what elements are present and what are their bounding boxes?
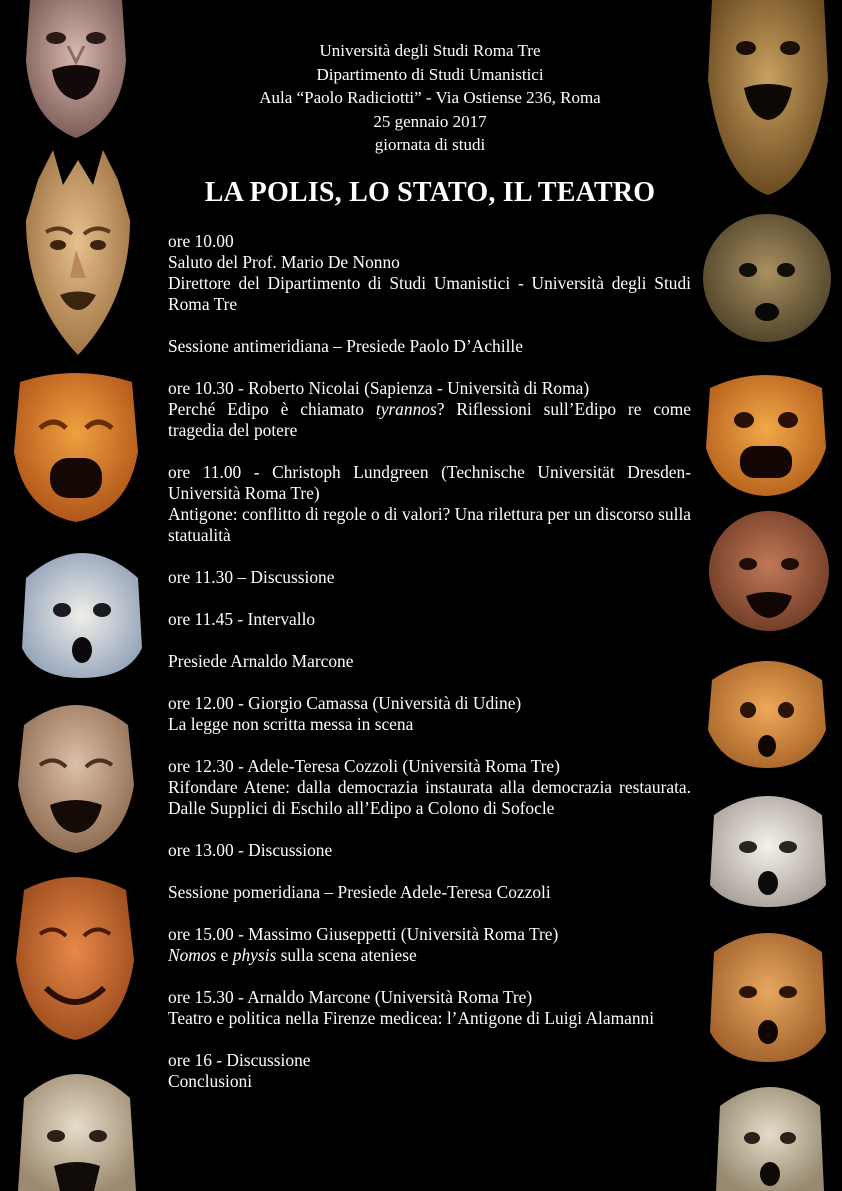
comic-mask-icon bbox=[22, 0, 130, 140]
tragic-mask-icon bbox=[706, 650, 828, 770]
talk-title-part: sulla scena ateniese bbox=[276, 945, 417, 965]
talk-title bbox=[168, 945, 691, 966]
event-title: LA POLIS, LO STATO, IL TEATRO bbox=[204, 177, 656, 208]
tragic-mask-icon bbox=[706, 922, 830, 1062]
program-item bbox=[168, 693, 691, 735]
comic-mask-icon bbox=[702, 368, 830, 498]
tragic-mask-icon bbox=[18, 538, 146, 680]
program-speaker: ore 15.00 - Massimo Giuseppetti (Università Roma Tre) bbox=[168, 924, 559, 944]
session-heading bbox=[168, 336, 691, 357]
program-item bbox=[168, 756, 691, 819]
tragic-mask-icon bbox=[704, 0, 832, 195]
session-heading bbox=[168, 651, 691, 672]
talk-title: Teatro e politica nella Firenze medicea: l’Antigone di Luigi Alamanni bbox=[168, 1008, 655, 1028]
program-speaker: ore 11.00 - Christoph Lundgreen (Technische Universität Dresden-Università Roma Tre) bbox=[168, 462, 691, 503]
program-item bbox=[168, 840, 691, 861]
program-speaker: Saluto del Prof. Mario De Nonno bbox=[168, 252, 400, 272]
program-affiliation: Direttore del Dipartimento di Studi Umanistici - Università degli Studi Roma Tre bbox=[168, 273, 691, 314]
talk-title-part: ? Riflessioni sull’Edipo re come tragedia del potere bbox=[168, 399, 691, 440]
comic-mask-icon bbox=[10, 372, 142, 524]
talk-title-part: Perché Edipo è chiamato bbox=[168, 399, 376, 419]
program-item bbox=[168, 924, 691, 966]
tragic-mask-icon bbox=[708, 785, 828, 907]
tragic-mask-icon bbox=[702, 208, 832, 348]
program-break: ore 13.00 - Discussione bbox=[168, 840, 333, 860]
program-speaker: ore 12.00 - Giorgio Camassa (Università di Udine) bbox=[168, 693, 522, 713]
event-date: 25 gennaio 2017 bbox=[373, 111, 487, 131]
event-type: giornata di studi bbox=[374, 135, 486, 154]
program-break: ore 11.45 - Intervallo bbox=[168, 609, 316, 629]
comic-mask-icon bbox=[708, 508, 830, 634]
program-speaker: ore 10.30 - Roberto Nicolai (Sapienza - Università di Roma) bbox=[168, 378, 590, 398]
satyr-mask-icon bbox=[18, 150, 138, 355]
talk-title: Antigone: conflitto di regole o di valori? Una rilettura per un discorso sulla statualità bbox=[168, 504, 691, 545]
program-speaker: ore 12.30 - Adele-Teresa Cozzoli (Università Roma Tre) bbox=[168, 756, 560, 776]
program-speaker: ore 15.30 - Arnaldo Marcone (Università Roma Tre) bbox=[168, 987, 533, 1007]
program-item bbox=[168, 378, 691, 441]
program-break: ore 11.30 – Discussione bbox=[168, 567, 335, 587]
tragic-mask-icon bbox=[714, 1076, 826, 1191]
program bbox=[168, 231, 691, 1113]
comic-mask-icon bbox=[14, 695, 138, 855]
university-name: Università degli Studi Roma Tre bbox=[319, 41, 541, 60]
talk-title-italic: tyrannos bbox=[375, 399, 437, 419]
left-mask-column bbox=[0, 0, 170, 1191]
program-item bbox=[168, 567, 691, 588]
program-item bbox=[168, 462, 691, 546]
session-chair: Sessione antimeridiana – Presiede Paolo D’Achille bbox=[168, 336, 523, 356]
comic-mask-icon bbox=[14, 1058, 140, 1191]
talk-title: Rifondare Atene: dalla democrazia instaurata alla democrazia restaurata. Dalle Supplici di Eschilo all’Edipo a Colono di Sofocle bbox=[168, 777, 691, 818]
talk-title-italic: physis bbox=[232, 945, 277, 965]
event-header bbox=[170, 39, 690, 157]
talk-title: La legge non scritta messa in scena bbox=[168, 714, 414, 734]
program-item bbox=[168, 987, 691, 1029]
session-chair: Sessione pomeridiana – Presiede Adele-Teresa Cozzoli bbox=[168, 882, 551, 902]
talk-title-italic: Nomos bbox=[168, 945, 217, 965]
right-mask-column bbox=[690, 0, 842, 1191]
venue: Aula “Paolo Radiciotti” - Via Ostiense 236, Roma bbox=[259, 88, 601, 107]
program-time: ore 10.00 bbox=[168, 231, 234, 251]
session-heading bbox=[168, 882, 691, 903]
talk-title bbox=[168, 399, 691, 441]
program-item bbox=[168, 609, 691, 630]
session-chair: Presiede Arnaldo Marcone bbox=[168, 651, 354, 671]
department-name: Dipartimento di Studi Umanistici bbox=[316, 64, 544, 84]
comic-mask-icon bbox=[12, 870, 138, 1042]
program-item bbox=[168, 231, 691, 315]
program-item bbox=[168, 1050, 691, 1092]
program-closing: Conclusioni bbox=[168, 1071, 253, 1091]
talk-title-part: e bbox=[216, 945, 233, 965]
program-break: ore 16 - Discussione bbox=[168, 1050, 311, 1070]
